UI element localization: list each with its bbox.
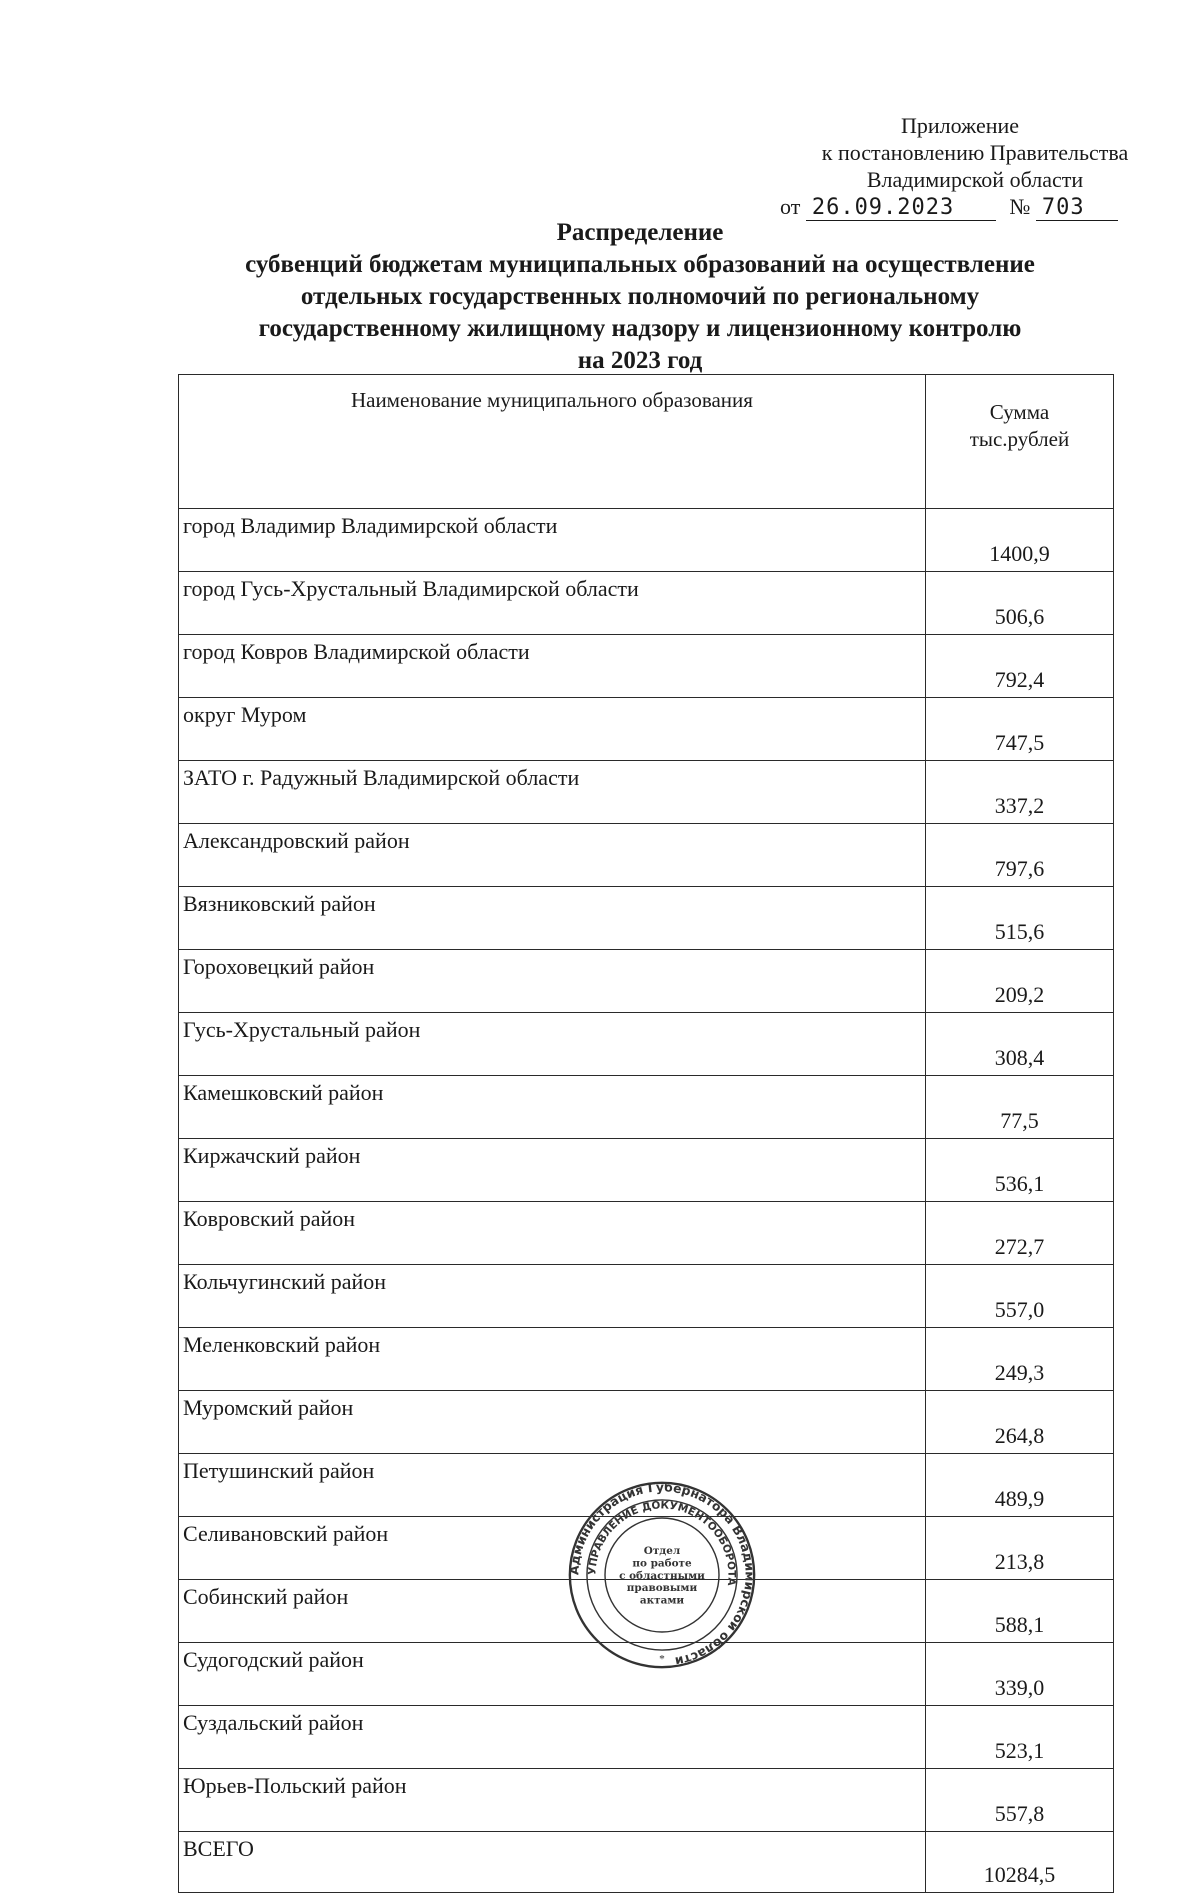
row-name: Камешковский район — [179, 1076, 926, 1139]
row-name: Киржачский район — [179, 1139, 926, 1202]
table-row — [179, 1139, 1114, 1202]
resolution-number: 703 — [1036, 196, 1118, 221]
row-name: ЗАТО г. Радужный Владимирской области — [179, 761, 926, 824]
row-sum: 249,3 — [925, 1328, 1113, 1391]
row-name: Гусь-Хрустальный район — [179, 1013, 926, 1076]
table-header-row — [179, 375, 1114, 509]
row-sum: 213,8 — [925, 1517, 1113, 1580]
stamp-center-line: по работе — [632, 1557, 692, 1570]
row-name: город Ковров Владимирской области — [179, 635, 926, 698]
date-prefix: от — [780, 194, 801, 219]
row-name: округ Муром — [179, 698, 926, 761]
row-name: Петушинский район — [179, 1454, 926, 1517]
appendix-label: Приложение — [900, 113, 1020, 138]
table-row — [179, 509, 1114, 572]
row-name: Вязниковский район — [179, 887, 926, 950]
header-sum — [925, 375, 1113, 509]
row-name: Юрьев-Польский район — [179, 1769, 926, 1832]
row-sum: 264,8 — [925, 1391, 1113, 1454]
row-sum: 1400,9 — [925, 509, 1113, 572]
row-sum: 747,5 — [925, 698, 1113, 761]
row-name: Селивановский район — [179, 1517, 926, 1580]
official-stamp — [567, 1480, 757, 1670]
header-sum-line1: Сумма — [989, 400, 1050, 424]
table-row — [179, 1013, 1114, 1076]
row-name: Гороховецкий район — [179, 950, 926, 1013]
title-line-1: Распределение — [556, 219, 724, 246]
appendix-region: Владимирской области — [866, 167, 1084, 192]
table-row — [179, 1769, 1114, 1832]
row-sum: 557,0 — [925, 1265, 1113, 1328]
row-name: Муромский район — [179, 1391, 926, 1454]
stamp-center-line: с областными — [619, 1569, 705, 1582]
row-sum: 792,4 — [925, 635, 1113, 698]
stamp-center-line: актами — [639, 1594, 685, 1607]
table-row — [179, 761, 1114, 824]
row-sum: 506,6 — [925, 572, 1113, 635]
row-sum: 515,6 — [925, 887, 1113, 950]
row-sum: 489,9 — [925, 1454, 1113, 1517]
number-prefix: № — [1009, 194, 1031, 219]
appendix-resolution: к постановлению Правительства — [821, 140, 1129, 165]
row-name: город Гусь-Хрустальный Владимирской области — [179, 572, 926, 635]
row-name: Кольчугинский район — [179, 1265, 926, 1328]
row-sum: 797,6 — [925, 824, 1113, 887]
table-row — [179, 1265, 1114, 1328]
table-row — [179, 1202, 1114, 1265]
row-sum: 557,8 — [925, 1769, 1113, 1832]
stamp-center-line: Отдел — [643, 1545, 681, 1558]
table-row — [179, 1391, 1114, 1454]
title-line-5: на 2023 год — [577, 347, 703, 374]
row-sum: 337,2 — [925, 761, 1113, 824]
title-line-2: субвенций бюджетам муниципальных образований на осуществление — [245, 251, 1035, 278]
appendix-header — [760, 112, 1140, 193]
stamp-inner-text: УПРАВЛЕНИЕ ДОКУМЕНТООБОРОТА — [586, 1499, 738, 1587]
row-sum: 77,5 — [925, 1076, 1113, 1139]
table-row — [179, 1076, 1114, 1139]
row-sum: 523,1 — [925, 1706, 1113, 1769]
row-sum: 209,2 — [925, 950, 1113, 1013]
table-row — [179, 635, 1114, 698]
title-line-3: отдельных государственных полномочий по региональному — [300, 283, 980, 310]
table-row — [179, 950, 1114, 1013]
title-line-4: государственному жилищному надзору и лицензионному контролю — [258, 315, 1022, 342]
row-sum: 272,7 — [925, 1202, 1113, 1265]
table-row — [179, 1328, 1114, 1391]
document-title — [160, 217, 1120, 377]
total-row — [179, 1832, 1114, 1893]
table-row — [179, 1706, 1114, 1769]
row-name: Ковровский район — [179, 1202, 926, 1265]
total-sum: 10284,5 — [925, 1832, 1113, 1893]
stamp-center-line: правовыми — [626, 1582, 698, 1595]
table-row — [179, 824, 1114, 887]
stamp-star-icon: * — [659, 1653, 665, 1666]
row-sum: 339,0 — [925, 1643, 1113, 1706]
row-name: Меленковский район — [179, 1328, 926, 1391]
table-row — [179, 887, 1114, 950]
row-sum: 536,1 — [925, 1139, 1113, 1202]
resolution-date: 26.09.2023 — [806, 196, 996, 221]
table-row — [179, 698, 1114, 761]
stamp-outer-text: Администрация Губернатора Владимирской области — [567, 1480, 757, 1669]
row-name: Судогодский район — [179, 1643, 926, 1706]
row-sum: 308,4 — [925, 1013, 1113, 1076]
header-name: Наименование муниципального образования — [179, 375, 926, 509]
row-name: Собинский район — [179, 1580, 926, 1643]
row-sum: 588,1 — [925, 1580, 1113, 1643]
stamp-center-text — [619, 1545, 705, 1606]
row-name: город Владимир Владимирской области — [179, 509, 926, 572]
total-label: ВСЕГО — [179, 1832, 926, 1893]
header-sum-line2: тыс.рублей — [969, 427, 1070, 451]
row-name: Александровский район — [179, 824, 926, 887]
table-row — [179, 572, 1114, 635]
row-name: Суздальский район — [179, 1706, 926, 1769]
